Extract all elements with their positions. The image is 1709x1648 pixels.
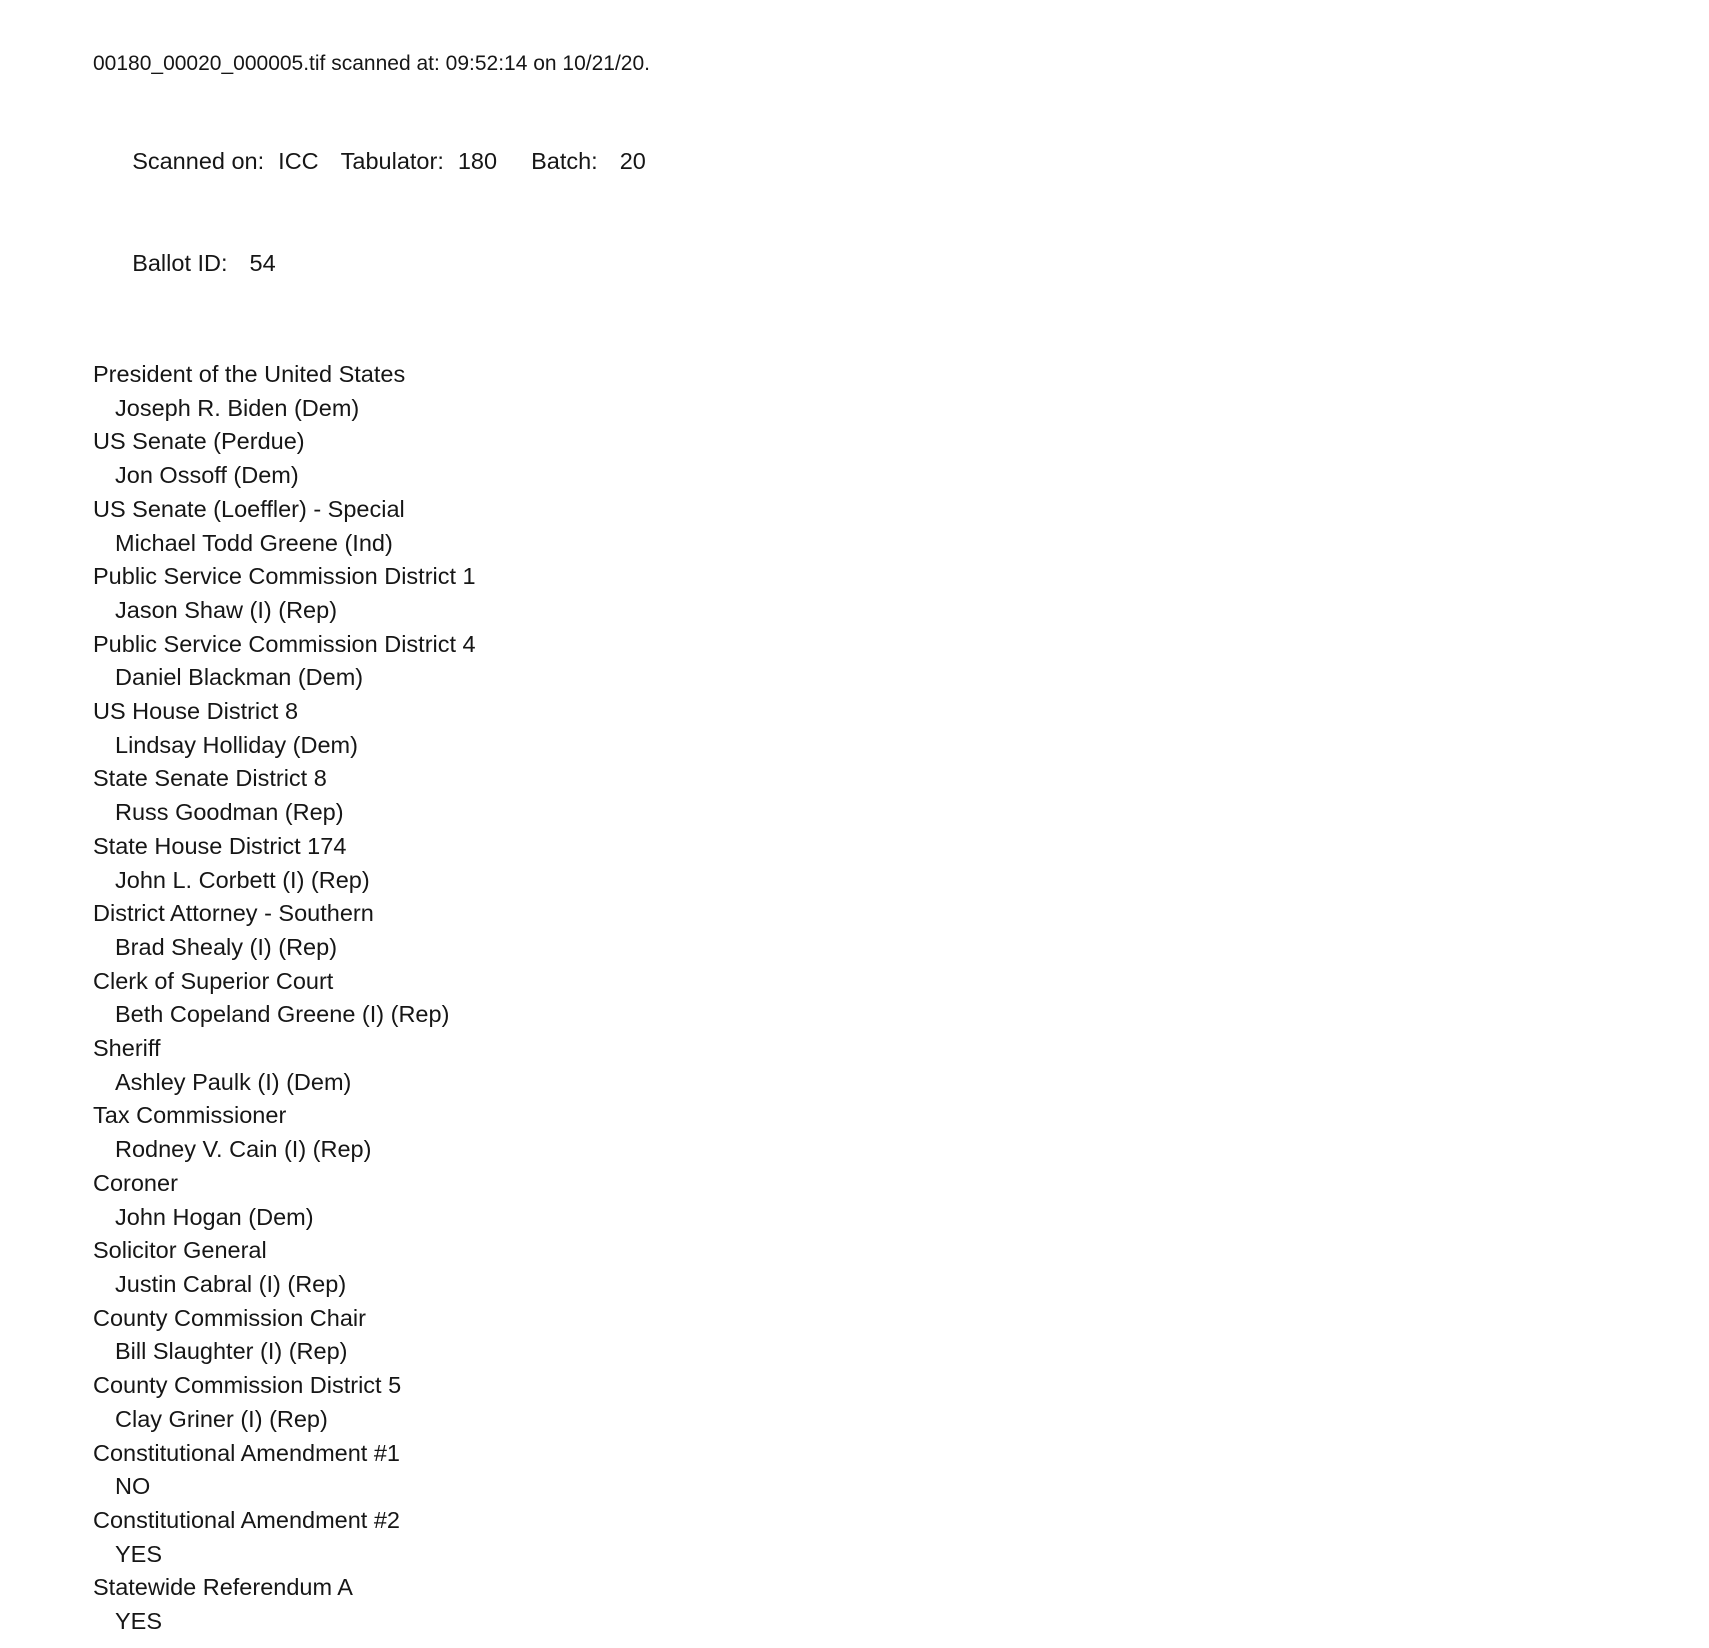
contest-name: County Commission Chair [93,1304,366,1331]
contest-choice: Brad Shealy (I) (Rep) [115,933,338,960]
contest-name: County Commission District 5 [93,1372,402,1399]
contest-name: US Senate (Perdue) [93,428,305,455]
contest-entry [93,1234,1669,1301]
contest-entry [93,965,1669,1032]
contest-name: District Attorney - Southern [93,900,374,927]
contest-choice: Lindsay Holliday (Dem) [115,731,358,758]
contest-entry [93,628,1669,695]
contest-name: Sheriff [93,1035,161,1062]
contest-choice: Clay Griner (I) (Rep) [115,1405,328,1432]
batch-label: Batch: [531,148,598,174]
contest-choice: YES [115,1608,163,1635]
contest-name: Public Service Commission District 4 [93,630,476,657]
contest-name: State House District 174 [93,832,347,859]
contest-choice: John L. Corbett (I) (Rep) [115,866,370,893]
ballot-id-line [93,212,1669,314]
contest-choice: Ashley Paulk (I) (Dem) [115,1068,352,1095]
tabulator-value: 180 [457,148,498,174]
contest-entry [93,1369,1669,1436]
contest-choice: Daniel Blackman (Dem) [115,664,364,691]
contest-name: Clerk of Superior Court [93,967,334,994]
contest-list [93,358,1669,1639]
contest-entry [93,762,1669,829]
contest-name: President of the United States [93,361,406,387]
ballot-id-label: Ballot ID: [132,250,228,276]
scanner-info-line [93,110,1669,212]
ballot-id-value: 54 [249,250,276,276]
batch-value: 20 [619,148,646,174]
contest-choice: NO [115,1473,151,1500]
contest-choice: Bill Slaughter (I) (Rep) [115,1338,348,1365]
contest-entry [93,897,1669,964]
contest-entry [93,560,1669,627]
contest-name: Constitutional Amendment #1 [93,1439,400,1466]
contest-choice: Russ Goodman (Rep) [115,799,344,826]
scanner-value: ICC [278,148,319,174]
contest-entry [93,358,1669,425]
contest-choice: John Hogan (Dem) [115,1203,314,1230]
contest-entry [93,1167,1669,1234]
contest-entry [93,1437,1669,1504]
contest-entry [93,1504,1669,1571]
scan-filename-line: 00180_00020_000005.tif scanned at: 09:52:14 on 10/21/20. [93,52,650,75]
contest-entry [93,1571,1669,1638]
contest-choice: Jason Shaw (I) (Rep) [115,596,338,623]
contest-name: Statewide Referendum A [93,1574,353,1601]
contest-name: State Senate District 8 [93,765,327,792]
contest-choice: Jon Ossoff (Dem) [115,462,299,489]
contest-choice: Michael Todd Greene (Ind) [115,529,393,556]
contest-choice: Joseph R. Biden (Dem) [115,394,360,421]
contest-name: Public Service Commission District 1 [93,563,476,590]
contest-entry [93,425,1669,492]
contest-entry [93,830,1669,897]
contest-choice: Beth Copeland Greene (I) (Rep) [115,1001,450,1028]
contest-entry [93,1302,1669,1369]
contest-name: US House District 8 [93,698,299,725]
tabulator-label: Tabulator: [340,148,444,174]
scan-meta-block [93,110,1669,314]
contest-choice: Justin Cabral (I) (Rep) [115,1270,347,1297]
contest-entry [93,1099,1669,1166]
contest-name: Tax Commissioner [93,1102,287,1129]
scanned-on-label: Scanned on: [132,148,265,174]
contest-entry [93,1032,1669,1099]
contest-name: US Senate (Loeffler) - Special [93,495,405,522]
contest-entry [93,493,1669,560]
contest-choice: Rodney V. Cain (I) (Rep) [115,1136,372,1163]
contest-entry [93,695,1669,762]
contest-name: Coroner [93,1169,178,1196]
contest-choice: YES [115,1540,163,1567]
contest-name: Constitutional Amendment #2 [93,1506,400,1533]
contest-name: Solicitor General [93,1237,267,1264]
